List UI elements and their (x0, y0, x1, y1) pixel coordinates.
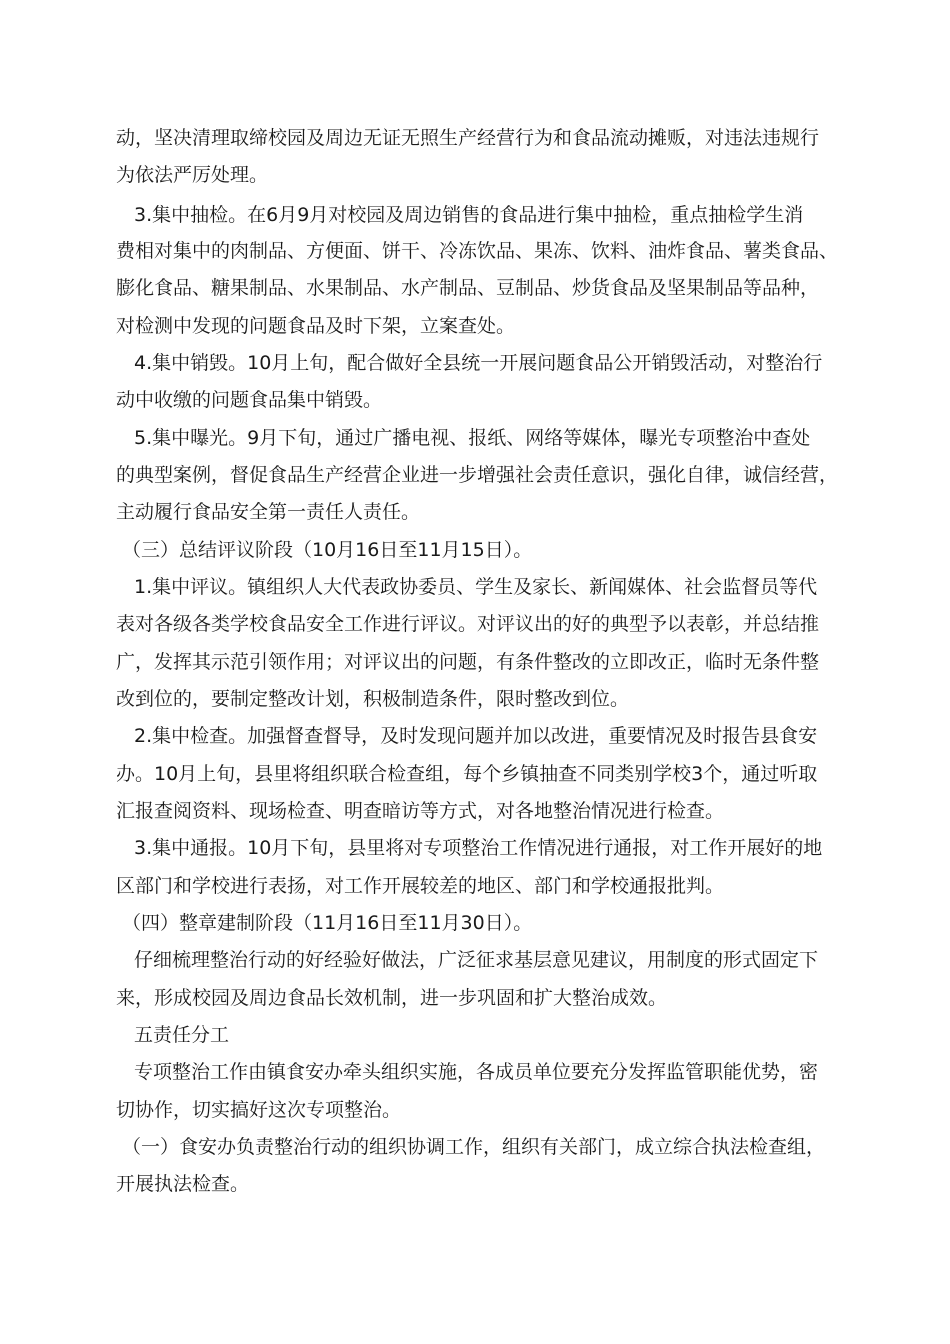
paragraph-first-line: 4.集中销毁。10月上旬，配合做好全县统一开展问题食品公开销毁活动，对整治行 (134, 352, 823, 374)
paragraph-first-line: 2.集中检查。加强督查督导，及时发现问题并加以改进，重要情况及时报告县食安 (134, 725, 818, 747)
body-text-line: 为依法严厉处理。 (116, 164, 269, 186)
body-text-line: 表对各级各类学校食品安全工作进行评议。对评议出的好的典型予以表彰，并总结推 (116, 613, 820, 635)
paragraph-first-line: （一）食安办负责整治行动的组织协调工作，组织有关部门，成立综合执法检查组， (122, 1136, 826, 1158)
paragraph-first-line: 1.集中评议。镇组织人大代表政协委员、学生及家长、新闻媒体、社会监督员等代 (134, 576, 818, 598)
body-text-line: 对检测中发现的问题食品及时下架，立案查处。 (116, 315, 516, 337)
paragraph-first-line: 专项整治工作由镇食安办牵头组织实施，各成员单位要充分发挥监管职能优势，密 (134, 1061, 819, 1083)
body-text-line: 开展执法检查。 (116, 1173, 250, 1195)
body-text-line: 动，坚决清理取缔校园及周边无证无照生产经营行为和食品流动摊贩，对违法违规行 (116, 127, 820, 149)
body-text-line: 办。10月上旬，县里将组织联合检查组，每个乡镇抽查不同类别学校3个，通过听取 (116, 763, 818, 785)
body-text-line: 区部门和学校进行表扬，对工作开展较差的地区、部门和学校通报批判。 (116, 875, 725, 897)
paragraph-first-line: 3.集中抽检。在6月9月对校园及周边销售的食品进行集中抽检，重点抽检学生消 (134, 204, 804, 226)
section-heading: （四）整章建制阶段（11月16日至11月30日）。 (122, 912, 533, 934)
section-heading: 五责任分工 (134, 1024, 230, 1046)
paragraph-first-line: 仔细梳理整治行动的好经验好做法，广泛征求基层意见建议，用制度的形式固定下 (134, 949, 819, 971)
paragraph-first-line: 3.集中通报。10月下旬，县里将对专项整治工作情况进行通报，对工作开展好的地 (134, 837, 823, 859)
body-text-line: 主动履行食品安全第一责任人责任。 (116, 501, 421, 523)
body-text-line: 来，形成校园及周边食品长效机制，进一步巩固和扩大整治成效。 (116, 987, 668, 1009)
section-heading: （三）总结评议阶段（10月16日至11月15日）。 (122, 539, 533, 561)
body-text-line: 的典型案例，督促食品生产经营企业进一步增强社会责任意识，强化自律，诚信经营， (116, 464, 839, 486)
body-text-line: 广，发挥其示范引领作用；对评议出的问题，有条件整改的立即改正，临时无条件整 (116, 651, 820, 673)
paragraph-first-line: 5.集中曝光。9月下旬，通过广播电视、报纸、网络等媒体，曝光专项整治中查处 (134, 427, 811, 449)
body-text-line: 改到位的，要制定整改计划，积极制造条件，限时整改到位。 (116, 688, 630, 710)
body-text-line: 膨化食品、糖果制品、水果制品、水产制品、豆制品、炒货食品及坚果制品等品种， (116, 277, 820, 299)
body-text-line: 汇报查阅资料、现场检查、明查暗访等方式，对各地整治情况进行检查。 (116, 800, 725, 822)
body-text-line: 费相对集中的肉制品、方便面、饼干、冷冻饮品、果冻、饮料、油炸食品、薯类食品、 (116, 240, 839, 262)
body-text-line: 动中收缴的问题食品集中销毁。 (116, 389, 383, 411)
body-text-line: 切协作，切实搞好这次专项整治。 (116, 1099, 402, 1121)
